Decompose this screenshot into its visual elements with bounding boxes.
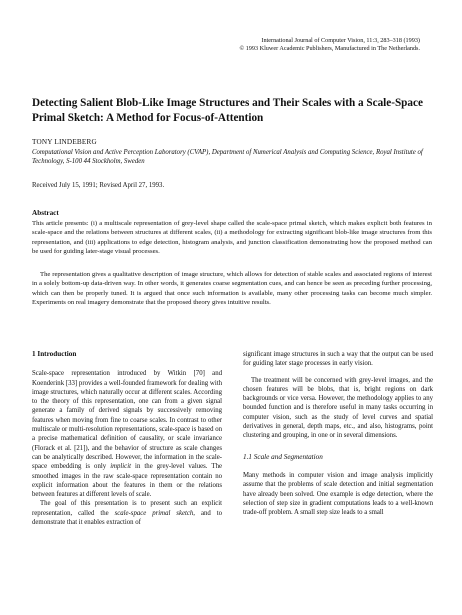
right-paragraph-3: Many methods in computer vision and image analysis implicitly assume that the problems of scale detection and initial segmentation have already been solved. One example is edge detection, where the selection of step size in gradient computations leads to a well-known trade-off problem. A small step size leads to a small	[243, 471, 433, 517]
journal-citation: International Journal of Computer Vision, 11:3, 283–318 (1993)	[261, 37, 420, 44]
intro-paragraph-2-emphasis: scale-space primal sketch	[114, 509, 194, 517]
left-column	[32, 350, 222, 527]
intro-paragraph-1-part-a: Scale-space representation introduced by Witkin [70] and Koenderink [33] provides a well-founded framework for dealing with image structures, which naturally occur at different scales. According to the theory of this representation, one can from a given signal generate a family of derived signals by successively removing features when moving from fine to coarse scales. In contrast to other multiscale or multi-resolution representations, scale-space is based on a precise mathematical definition of causality, or scale invariance (Florack et al. [21]), and the behavior of structure as scale changes can be analytically described. However, the information in the scale-space embedding is only	[32, 370, 222, 471]
paper-title: Detecting Salient Blob-Like Image Structures and Their Scales with a Scale-Space Primal Sketch: A Method for Focus-of-Attention	[32, 97, 423, 124]
right-paragraph-1: significant image structures in such a way that the output can be used for guiding later stage processes in early vision.	[243, 351, 433, 368]
intro-paragraph-2-part-a: The goal of this presentation is to present such an explicit representation, called the	[32, 500, 222, 517]
author-name: TONY LINDEBERG	[32, 138, 97, 146]
intro-paragraph-1-emphasis: implicit	[110, 463, 131, 471]
intro-paragraph-2-part-b: , and to demonstrate that it enables extraction of	[32, 509, 222, 527]
abstract-paragraph-2: The representation gives a qualitative description of image structure, which allows for detection of stable scales and associated regions of interest in a solely bottom-up data-driven way. In other words, it generates coarse segmentation cues, and can hence be seen as preceding further processing, which can then be properly tuned. It is argued that once such information is available, many other processing tasks can become much simpler. Experiments on real imagery demonstrate that the proposed theory gives intuitive results.	[32, 271, 432, 307]
section-heading-introduction: 1 Introduction	[32, 350, 77, 358]
subsection-heading-scale-segmentation: 1.1 Scale and Segmentation	[243, 452, 323, 461]
abstract-paragraph-1: This article presents: (i) a multiscale representation of grey-level shape called the scale-space primal sketch, which makes explicit both features in scale-space and the relations between structures at different scales, (ii) a methodology for extracting significant blob-like image structures from this representation, and (iii) applications to edge detection, histogram analysis, and junction classification demonstrating how the proposed method can be used for guiding later-stage visual processes.	[32, 220, 432, 256]
author-affiliation: Computational Vision and Active Perception Laboratory (CVAP), Department of Numerical Analysis and Computing Science, Royal Institute of Technology, S-100 44 Stockholm, Sweden	[32, 149, 423, 166]
copyright-line: © 1993 Kluwer Academic Publishers, Manufactured in The Netherlands.	[239, 45, 420, 52]
intro-paragraph-1	[32, 369, 222, 499]
right-paragraph-2: The treatment will be concerned with grey-level images, and the chosen features will be blobs, that is, bright regions on dark backgrounds or vice versa. However, the methodology applies to any bounded function and is therefore useful in many tasks occurring in computer vision, such as the study of level curves and spatial derivatives in general, depth maps, etc., and also, histograms, point clustering and grouping, in one or in several dimensions.	[243, 376, 433, 440]
intro-paragraph-2	[32, 499, 222, 527]
received-dates: Received July 15, 1991; Revised April 27, 1993.	[32, 182, 165, 189]
journal-header	[239, 37, 420, 53]
abstract-heading: Abstract	[32, 209, 59, 217]
right-column	[243, 350, 433, 517]
intro-paragraph-1-part-b: in the grey-level values. The smoothed images in the raw scale-space representation contain no explicit information about the features in them or the relations between features at different levels of scale.	[32, 463, 222, 499]
